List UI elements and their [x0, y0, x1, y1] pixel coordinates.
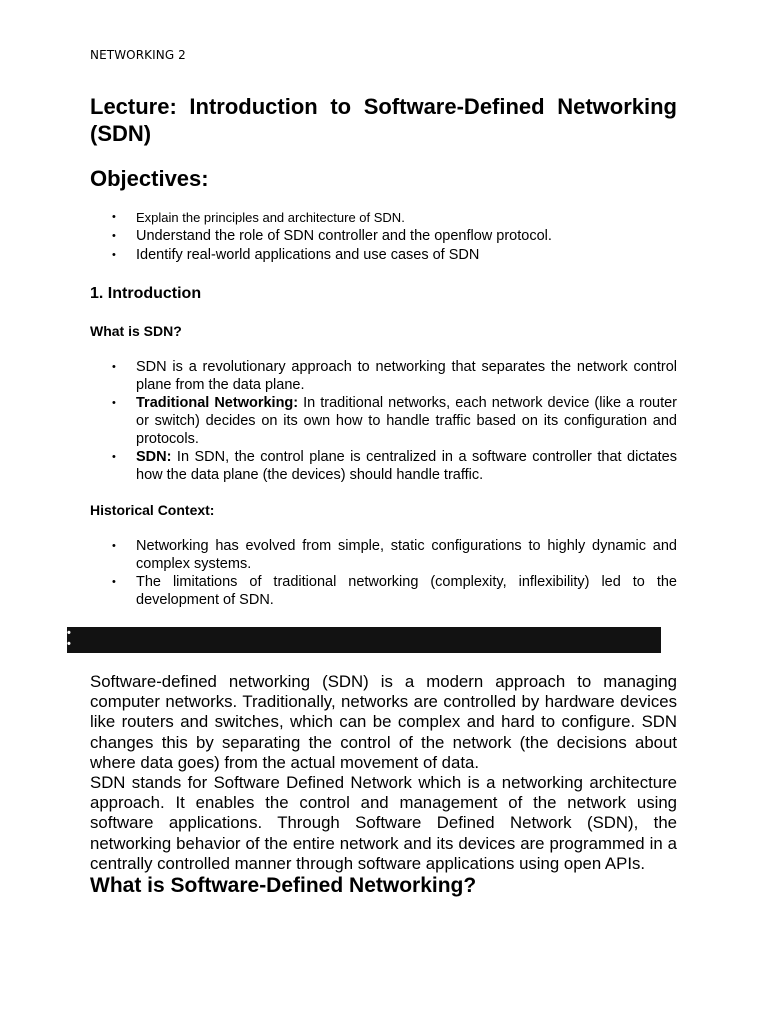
bullet-icon: • [112, 451, 116, 463]
lecture-title: Lecture: Introduction to Software-Defined Networking (SDN) [90, 94, 677, 146]
introduction-heading: 1. Introduction [90, 285, 202, 302]
list-item [90, 448, 677, 484]
list-item-text: Explain the principles and architecture of SDN. [136, 210, 405, 225]
list-item [90, 227, 677, 246]
bullet-icon: • [112, 211, 116, 223]
bullet-icon: • [112, 361, 116, 373]
list-item-lead: Traditional Networking: [136, 395, 299, 411]
historical-context-heading: Historical Context: [90, 502, 215, 518]
objectives-heading: Objectives: [90, 166, 209, 191]
list-item [90, 537, 677, 573]
black-banner [67, 627, 661, 653]
objectives-list [90, 208, 677, 265]
list-item-text: The limitations of traditional networking (complexity, inflexibility) led to the development of SDN. [136, 574, 677, 608]
what-is-sdn-heading: What is SDN? [90, 323, 182, 339]
list-item-text: In traditional networks, each network device (like a router or switch) decides on its own how to handle traffic based on its configuration and protocols. [136, 395, 677, 447]
list-item-text: SDN is a revolutionary approach to networking that separates the network control plane from the data plane. [136, 359, 677, 393]
paragraph: Software-defined networking (SDN) is a modern approach to managing computer networks. Traditionally, networks are controlled by hardware devices like routers and switches, which can be complex and hard to configure. SDN changes this by separating the control of the network (the decisions about where data goes) from the actual movement of data. [90, 672, 677, 772]
historical-context-list [90, 537, 677, 609]
bullet-icon: • [112, 576, 116, 588]
bullet-icon: • [112, 230, 116, 242]
bullet-icon: • [112, 397, 116, 409]
list-item-text: Identify real-world applications and use cases of SDN [136, 247, 480, 263]
bullet-icon: • [112, 249, 116, 261]
section-heading: What is Software-Defined Networking? [90, 874, 477, 897]
body-text [90, 672, 677, 874]
list-item [90, 358, 677, 394]
list-item-text: In SDN, the control plane is centralized in a software controller that dictates how the data plane (the devices) should handle traffic. [136, 449, 677, 483]
running-header: NETWORKING 2 [90, 48, 186, 62]
list-item [90, 573, 677, 609]
banner-bullet-dots: • • [67, 627, 71, 650]
what-is-sdn-list [90, 358, 677, 484]
list-item [90, 208, 677, 227]
list-item-text: Networking has evolved from simple, static configurations to highly dynamic and complex systems. [136, 538, 677, 572]
list-item-text: Understand the role of SDN controller and the openflow protocol. [136, 228, 552, 244]
list-item [90, 246, 677, 265]
bullet-icon: • [112, 540, 116, 552]
list-item [90, 394, 677, 448]
paragraph: SDN stands for Software Defined Network which is a networking architecture approach. It enables the control and management of the network using software applications. Through Software Defined Network (SDN), the networking behavior of the entire network and its devices are programmed in a centrally controlled manner through software applications using open APIs. [90, 773, 677, 873]
list-item-lead: SDN: [136, 449, 172, 465]
